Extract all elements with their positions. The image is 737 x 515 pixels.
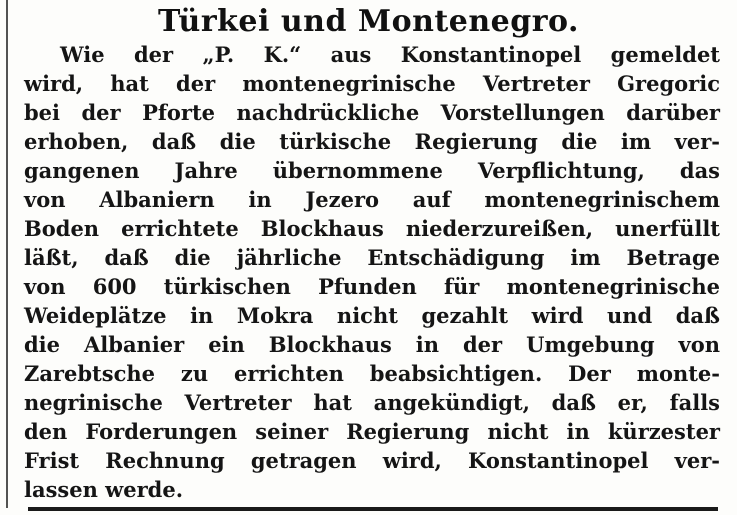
article-line: Wie der „P. K.“ aus Konstantinopel gemeldet — [60, 42, 720, 67]
article-line: gangenen Jahre übernommene Verpflichtung, das — [24, 158, 720, 183]
article-headline: Türkei und Montenegro. — [158, 4, 579, 39]
article-line: Weideplätze in Mokra nicht gezahlt wird und daß — [24, 303, 720, 328]
article-line: Zarebtsche zu errichten beabsichtigen. Der monte- — [24, 361, 720, 386]
bottom-rule — [28, 507, 718, 511]
article-line: erhoben, daß die türkische Regierung die im ver- — [24, 129, 720, 154]
article-line: Boden errichtete Blockhaus niederzureißen, unerfüllt — [24, 216, 720, 241]
article-line: Frist Rechnung getragen wird, Konstantinopel ver- — [24, 448, 720, 473]
article-line: lassen werde. — [24, 477, 184, 502]
article-line: von Albaniern in Jezero auf montenegrinischem — [24, 187, 720, 212]
article-line: die Albanier ein Blockhaus in der Umgebung von — [24, 332, 720, 357]
article-line: negrinische Vertreter hat angekündigt, daß er, falls — [24, 390, 720, 415]
column-rule-left — [6, 0, 8, 508]
article-line: von 600 türkischen Pfunden für montenegrinische — [24, 274, 720, 299]
article-body — [24, 40, 720, 504]
article-line: bei der Pforte nachdrückliche Vorstellungen darüber — [24, 100, 720, 125]
article-line: den Forderungen seiner Regierung nicht in kürzester — [24, 419, 720, 444]
article-line: wird, hat der montenegrinische Vertreter Gregoric — [24, 71, 720, 96]
article-line: läßt, daß die jährliche Entschädigung im Betrage — [24, 245, 720, 270]
